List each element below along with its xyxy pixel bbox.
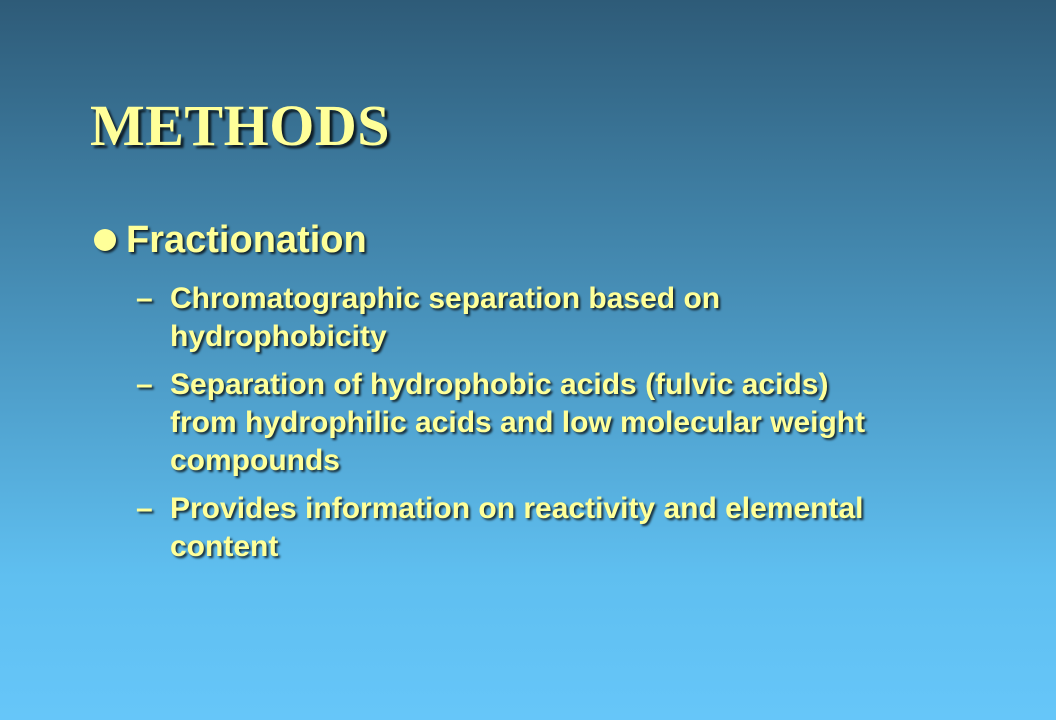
bullet-label: Fractionation bbox=[126, 219, 367, 261]
sub-bullet-text: Chromatographic separation based on hydrophobicity bbox=[170, 282, 721, 353]
slide-content bbox=[90, 214, 990, 576]
sub-bullet-text: Provides information on reactivity and elemental content bbox=[170, 492, 864, 563]
sub-bullet-item bbox=[136, 490, 990, 566]
sub-bullet-item bbox=[136, 280, 990, 356]
sub-bullet-text: Separation of hydrophobic acids (fulvic acids) from hydrophilic acids and low molecular weight compounds bbox=[170, 368, 866, 477]
slide-title: METHODS bbox=[90, 93, 390, 158]
dash-icon: – bbox=[136, 282, 153, 315]
dash-icon: – bbox=[136, 368, 153, 401]
dash-icon: – bbox=[136, 492, 153, 525]
bullet-icon bbox=[94, 229, 116, 251]
bullet-item bbox=[90, 214, 990, 266]
sub-bullet-item bbox=[136, 366, 990, 480]
sub-bullet-list bbox=[90, 280, 990, 566]
